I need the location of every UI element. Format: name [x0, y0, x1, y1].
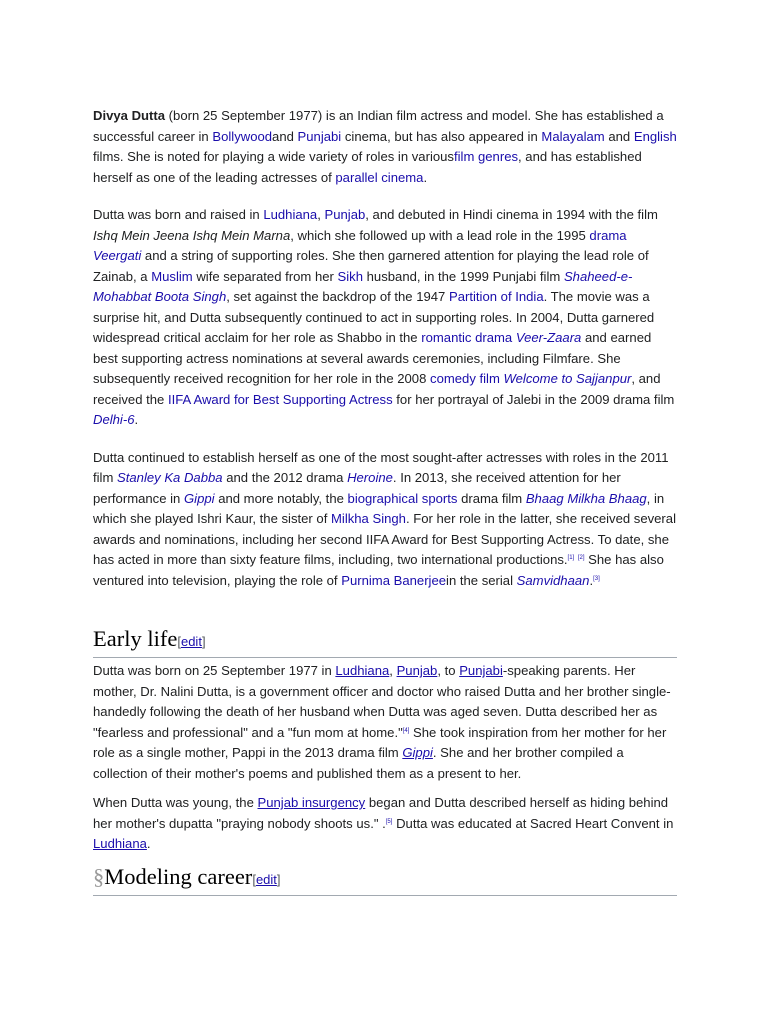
link-iifa-award[interactable]: IIFA Award for Best Supporting Actress [167, 391, 393, 407]
text: , in which she played Ishri Kaur, the sister of [93, 490, 665, 526]
heading-text: Early life [93, 626, 178, 651]
citation-4[interactable]: [4] [402, 727, 410, 734]
section-mark: § [93, 864, 105, 889]
early-life-paragraph-2 [93, 793, 677, 855]
text: began and Dutta described herself as hiding behind her mother's dupatta "praying nobody shoots us." . [93, 795, 669, 831]
text: -speaking parents. Her mother, Dr. Nalini Dutta, is a government officer and doctor who raised Dutta and her brother single-handedly following the death of her husband when Dutta was aged seven. Dutta described her as "fearless and professional" and a "fun mom at home." [93, 663, 671, 740]
text: Dutta continued to establish herself as one of the most sought-after actresses with roles in the 2011 film [93, 449, 669, 485]
text: and [272, 128, 298, 144]
link-punjab-insurgency[interactable]: Punjab insurgency [257, 795, 366, 810]
link-bhaag-milkha-bhaag[interactable] [526, 491, 647, 506]
text: , set against the backdrop of the 1947 [226, 289, 449, 304]
link-samvidhaan[interactable] [517, 573, 590, 588]
link-punjab[interactable]: Punjab [324, 207, 366, 222]
text: She took inspiration from her mother for her role as a single mother, Pappi in the 2013 drama film [93, 724, 667, 760]
film-title: Bhaag Milkha Bhaag [525, 490, 647, 506]
bracket: [ [177, 634, 181, 649]
link-ludhiana[interactable]: Ludhiana [263, 207, 318, 222]
citation-1[interactable]: [1] [567, 555, 575, 561]
intro-paragraph-3 [93, 448, 677, 592]
edit-section-link [252, 872, 280, 887]
film-title: Veergati [93, 248, 142, 263]
text: wife separated from her [192, 268, 338, 284]
early-life-paragraph-1 [93, 661, 677, 784]
link-drama[interactable]: drama [589, 227, 627, 243]
link-punjabi[interactable]: Punjabi [459, 663, 503, 678]
text: Dutta was educated at Sacred Heart Convent in [392, 815, 674, 831]
link-veer-zaara[interactable] [516, 330, 582, 345]
text: cinema, but has also appeared in [341, 128, 542, 144]
link-purnima-banerjee[interactable]: Purnima Banerjee [341, 572, 447, 588]
article-intro [93, 106, 677, 591]
citation-5[interactable]: [5] [385, 818, 393, 825]
link-milkha-singh[interactable]: Milkha Singh [331, 511, 406, 526]
link-stanley-ka-dabba[interactable] [117, 470, 223, 485]
text: and more notably, the [214, 490, 348, 506]
citation-3[interactable]: [3] [593, 575, 600, 582]
text: husband, in the 1999 Punjabi film [363, 268, 564, 284]
link-delhi-6[interactable] [93, 412, 134, 427]
link-gippi[interactable] [402, 745, 433, 760]
heading-text: Modeling career [104, 864, 253, 889]
text: in the serial [446, 572, 517, 588]
text: (born 25 September 1977) is an Indian film actress and model. She has established a successful career in [93, 108, 664, 144]
film-title: Gippi [402, 745, 433, 760]
link-comedy-film[interactable]: comedy film [430, 371, 500, 386]
link-partition[interactable]: Partition of India [448, 289, 544, 304]
film-title: Stanley Ka Dabba [117, 470, 223, 485]
link-bollywood[interactable]: Bollywood [212, 128, 273, 144]
text: . The movie was a surprise hit, and Dutta subsequently continued to act in supporting roles. In 2004, Dutta garnered widespread critical acclaim for her role as Shabbo in the [93, 289, 655, 345]
link-biographical-sports[interactable]: biographical sports [347, 490, 458, 506]
link-english[interactable]: English [633, 128, 677, 144]
text: and the 2012 drama [222, 470, 348, 485]
text: . In 2013, she received attention for her performance in [93, 470, 621, 506]
early-life-heading [93, 625, 677, 658]
text: drama film [457, 490, 526, 506]
film-title: Samvidhaan [516, 572, 590, 588]
link-ludhiana[interactable]: Ludhiana [335, 663, 390, 678]
text: , which she followed up with a lead role in the 1995 [290, 227, 590, 243]
text: She has also ventured into television, playing the role of [93, 552, 664, 588]
text: . [146, 836, 151, 851]
text: , and received the [93, 371, 661, 407]
text: , to [437, 663, 460, 678]
link-veergati[interactable] [93, 248, 141, 263]
film-title: Welcome to Sajjanpur [503, 371, 632, 386]
text: , and has established herself as one of the leading actresses of [93, 149, 642, 185]
text: . [423, 169, 428, 185]
film-title: Ishq Mein Jeena Ishq Mein Marna [93, 227, 291, 243]
edit-link[interactable]: edit [180, 634, 202, 649]
link-heroine[interactable] [347, 470, 393, 485]
text: for her portrayal of Jalebi in the 2009 drama film [392, 391, 675, 407]
film-title: Heroine [347, 470, 393, 485]
text: . [134, 412, 139, 427]
text: , [317, 207, 325, 222]
link-punjab[interactable]: Punjab [396, 663, 438, 678]
text: and [604, 128, 634, 144]
early-life-body [93, 661, 677, 855]
bracket: ] [276, 872, 281, 887]
link-muslim[interactable]: Muslim [151, 268, 193, 284]
subject-name: Divya Dutta [93, 108, 166, 123]
text: . For her role in the latter, she received several awards and nominations, including her second IIFA Award for Best Supporting Actress. To date, she has acted in more than sixty feature films, including, two international productions. [93, 511, 676, 567]
link-welcome-to-sajjanpur[interactable] [504, 371, 632, 386]
film-title: Veer-Zaara [515, 330, 582, 345]
film-title: Delhi-6 [93, 412, 135, 427]
film-title: Shaheed-e-Mohabbat Boota Singh [93, 268, 633, 304]
link-parallel-cinema[interactable]: parallel cinema [335, 169, 424, 185]
bracket: [ [252, 872, 256, 887]
text: Dutta was born and raised in [93, 207, 264, 222]
link-malayalam[interactable]: Malayalam [541, 128, 605, 144]
text: Dutta was born on 25 September 1977 in [93, 663, 336, 678]
text: . [589, 572, 594, 588]
citation-2[interactable]: [2] [577, 555, 585, 561]
text: When Dutta was young, the [93, 795, 258, 810]
edit-section-link [177, 634, 205, 649]
intro-paragraph-2 [93, 205, 677, 431]
text: , [389, 663, 397, 678]
bracket: ] [201, 634, 206, 649]
link-romantic-drama[interactable]: romantic drama [421, 330, 513, 345]
link-gippi[interactable] [184, 491, 215, 506]
intro-paragraph-1 [93, 106, 677, 188]
link-sikh[interactable]: Sikh [337, 268, 364, 284]
link-punjabi[interactable]: Punjabi [297, 128, 342, 144]
text: films. She is noted for playing a wide variety of roles in various [93, 149, 454, 164]
text: , and debuted in Hindi cinema in 1994 with the film [365, 207, 658, 222]
link-ludhiana[interactable]: Ludhiana [93, 836, 147, 851]
film-title: Gippi [183, 490, 215, 506]
modeling-career-heading [93, 863, 677, 896]
text: . She and her brother compiled a collection of their mother's poems and published them as a present to her. [93, 745, 624, 781]
text: and a string of supporting roles. She then garnered attention for playing the lead role of Zainab, a [93, 248, 649, 284]
link-film-genres[interactable]: film genres [453, 149, 519, 164]
edit-link[interactable]: edit [255, 872, 277, 887]
text: and earned best supporting actress nominations at several awards ceremonies, including Filmfare. She subsequently received recognition for her role in the 2008 [93, 330, 652, 386]
